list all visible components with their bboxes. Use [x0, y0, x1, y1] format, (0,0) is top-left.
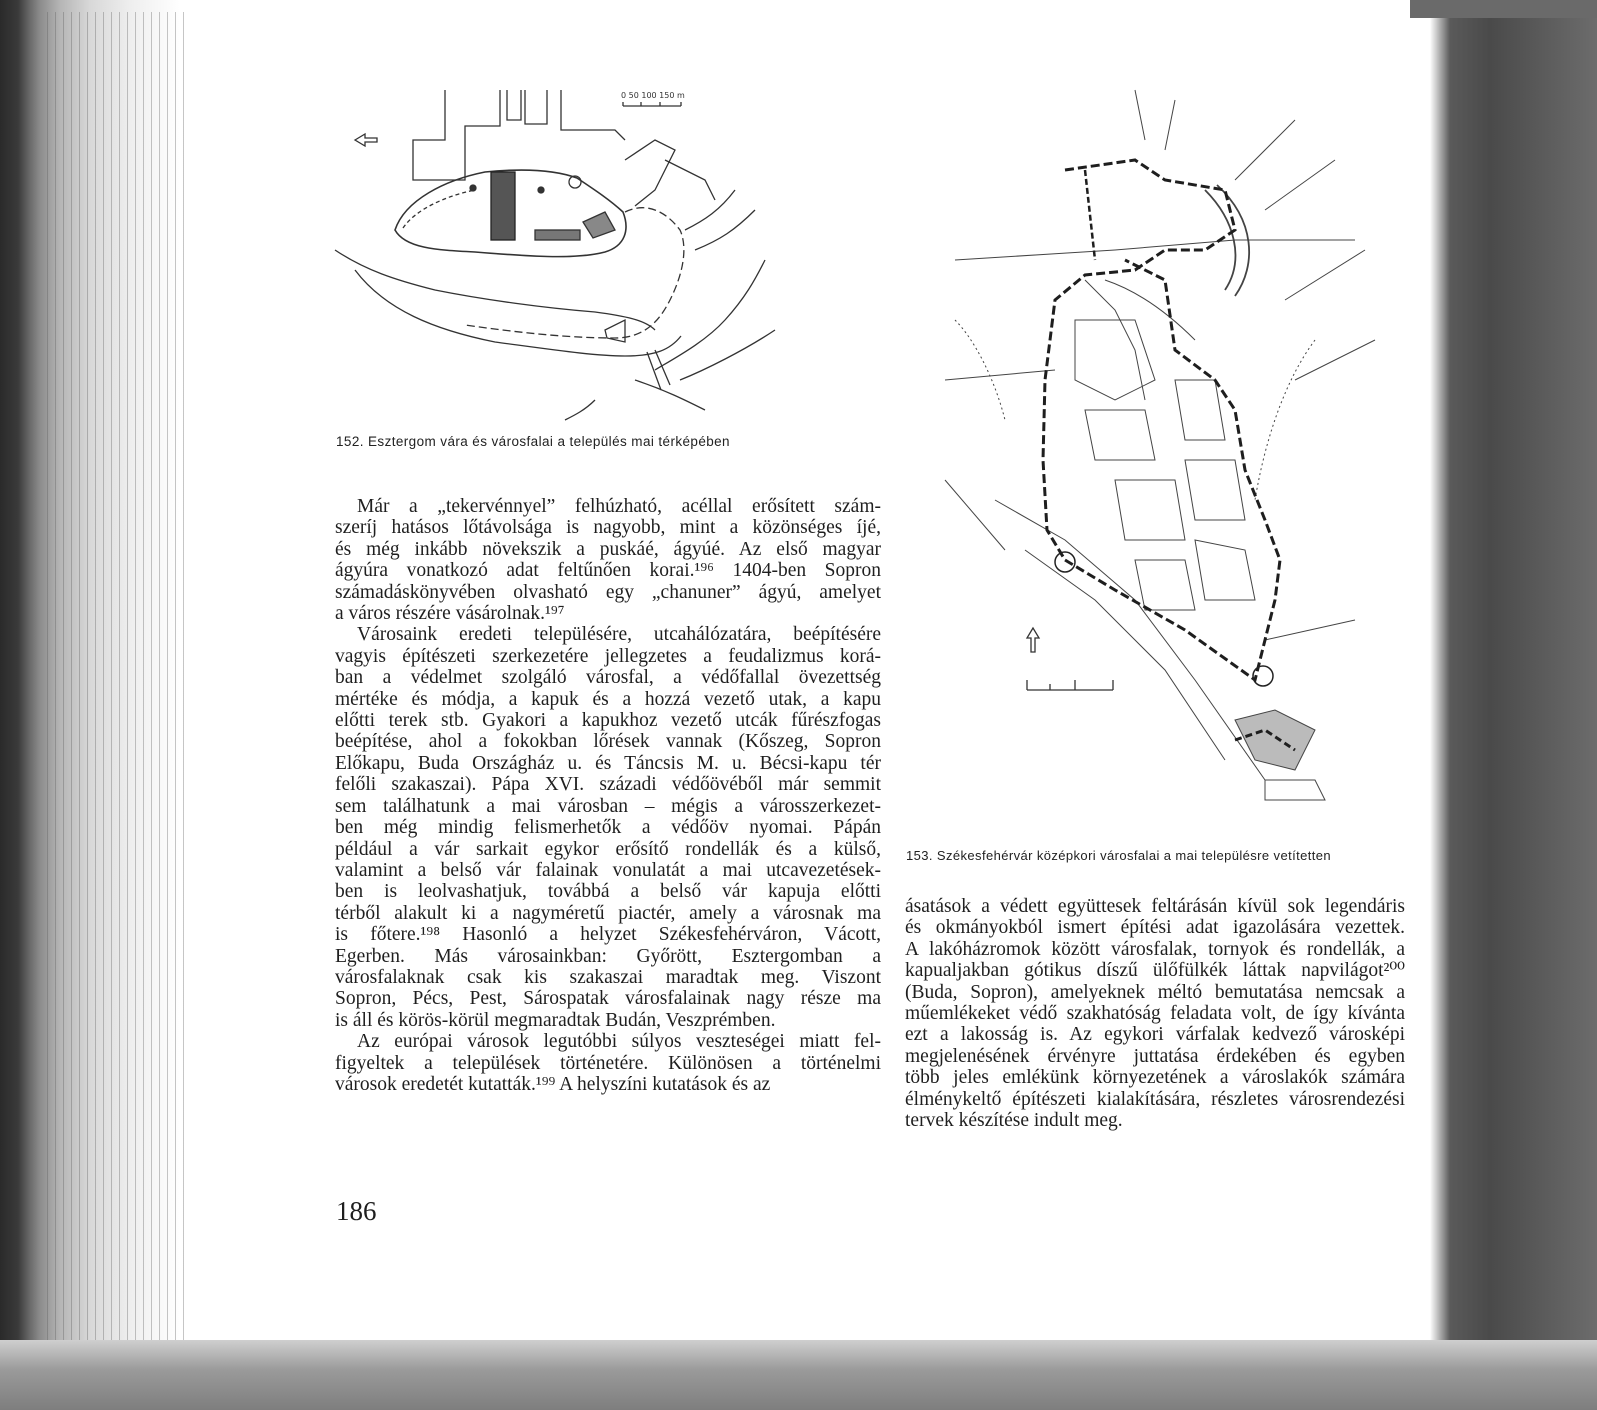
right-text-column — [905, 896, 1405, 1131]
right-text-line: és okmányokból ismert építési adat igazolására vezettek. — [905, 917, 1405, 939]
left-text-line: vagyis építészeti szerkezetére jellegzetes a feudalizmus korá- — [335, 645, 881, 667]
left-text-line: a város részére vásárolnak.¹⁹⁷ — [335, 603, 565, 625]
left-text-line: városfalaknak csak kis szakaszai maradtak meg. Viszont — [335, 966, 881, 988]
left-text-line: figyeltek a települések történetére. Különösen a történelmi — [335, 1052, 881, 1074]
right-text-line: műemlékeket védő szakhatóság feladata volt, de így kívánta — [905, 1003, 1405, 1025]
szekesfehervar-map — [935, 80, 1405, 820]
right-text-line: (Buda, Sopron), amelyeknek méltó bemutatása nemcsak a — [905, 981, 1405, 1003]
left-text-line: ágyúra vonatkozó adat feltűnően korai.¹⁹⁶ 1404-ben Sopron — [335, 560, 881, 582]
left-text-line: Előkapu, Buda Országház u. és Táncsis M. u. Bécsi-kapu tér — [335, 752, 881, 774]
right-text-line: A lakóházromok között városfalak, tornyok és rondellák, a — [905, 938, 1405, 960]
scan-bottom-shadow — [0, 1340, 1597, 1410]
left-text-line: sem találhatunk a mai városban – mégis a városszerkezet- — [335, 795, 881, 817]
left-text-column — [335, 496, 881, 1095]
left-text-line: és még inkább növekszik a puskáé, ágyúé. Az első magyar — [335, 538, 881, 560]
left-text-line: számadáskönyvében olvasható egy „chanuner” ágyú, amelyet — [335, 581, 881, 603]
right-text-line: több jeles emlékünk környezetének a városlakók számára — [905, 1067, 1405, 1089]
right-text-line: ezt a lakosság is. Az egykori várfalak kedvező városképi — [905, 1024, 1405, 1046]
left-text-line: felőli szakaszai). Pápa XVI. századi védőövéből már semmit — [335, 774, 881, 796]
page-number: 186 — [336, 1196, 377, 1226]
esztergom-scale-label: 0 50 100 150 m — [621, 91, 685, 100]
scan-background-corner — [1410, 0, 1597, 18]
left-text-line: Már a „tekervénnyel” felhúzható, acéllal erősített szám- — [357, 496, 881, 517]
left-text-line: is főtere.¹⁹⁸ Hasonló a helyzet Székesfehérváron, Vácott, — [335, 924, 881, 946]
figure-153-caption: 153. Székesfehérvár középkori városfalai a mai településre vetítetten — [906, 848, 1332, 863]
right-text-line: ásatások a védett együttesek feltárásán kívül sok legendáris — [905, 896, 1405, 917]
left-text-line: szeríj hatásos lőtávolsága is nagyobb, mint a közönséges íjé, — [335, 517, 881, 539]
right-text-line: élménykeltő építészeti kialakítására, részletes városrendezési — [905, 1088, 1405, 1110]
right-text-line: megjelenésének érvényre juttatása érdekében és egyben — [905, 1045, 1405, 1067]
left-text-line: mértéke és módja, a kapuk és a hozzá vezető utak, a kapu — [335, 688, 881, 710]
left-text-line: Sopron, Pécs, Pest, Sárospatak városfalainak nagy része ma — [335, 988, 881, 1010]
left-text-line: előtti terek stb. Gyakori a kapukhoz vezető utcák fűrészfogas — [335, 710, 881, 732]
page-stack-lines — [40, 12, 190, 1347]
left-text-line: is áll és körös-körül megmaradtak Budán, Veszprémben. — [335, 1009, 776, 1031]
left-text-line: ban a védelmet szolgáló városfal, a védőfallal övezettség — [335, 667, 881, 689]
left-text-line: Egerben. Más városainkban: Győrött, Esztergomban a — [335, 945, 881, 967]
page-gutter-shadow — [1430, 0, 1597, 1410]
left-text-line: Városaink eredeti településére, utcahálózatára, beépítésére — [357, 624, 881, 646]
left-text-line: ben is leolvashatjuk, továbbá a belső vár kapuja előtti — [335, 881, 881, 903]
left-text-line: városok eredetét kutatták.¹⁹⁹ A helyszíni kutatások és az — [335, 1073, 771, 1095]
right-text-line: kapualjakban gótikus díszű ülőfülkék láttak napvilágot²⁰⁰ — [905, 960, 1405, 982]
esztergom-map — [325, 80, 795, 430]
left-text-line: beépítése, ahol a fokokban lőrések vannak (Kőszeg, Sopron — [335, 731, 881, 753]
figure-152-caption: 152. Esztergom vára és városfalai a település mai térképében — [336, 434, 730, 449]
left-text-line: például a vár sarkait egykor erősítő rondellák és a külső, — [335, 838, 881, 860]
left-text-line: Az európai városok legutóbbi súlyos veszteségei miatt fel- — [357, 1031, 881, 1053]
right-text-line: tervek készítése indult meg. — [905, 1110, 1123, 1132]
left-text-line: ben még mindig felismerhetők a védőöv nyomai. Pápán — [335, 817, 881, 839]
left-text-line: valamint a belső vár falainak vonulatát a mai utcavezetések- — [335, 859, 881, 881]
left-text-line: térből alakult ki a nagyméretű piactér, amely a városnak ma — [335, 902, 881, 924]
